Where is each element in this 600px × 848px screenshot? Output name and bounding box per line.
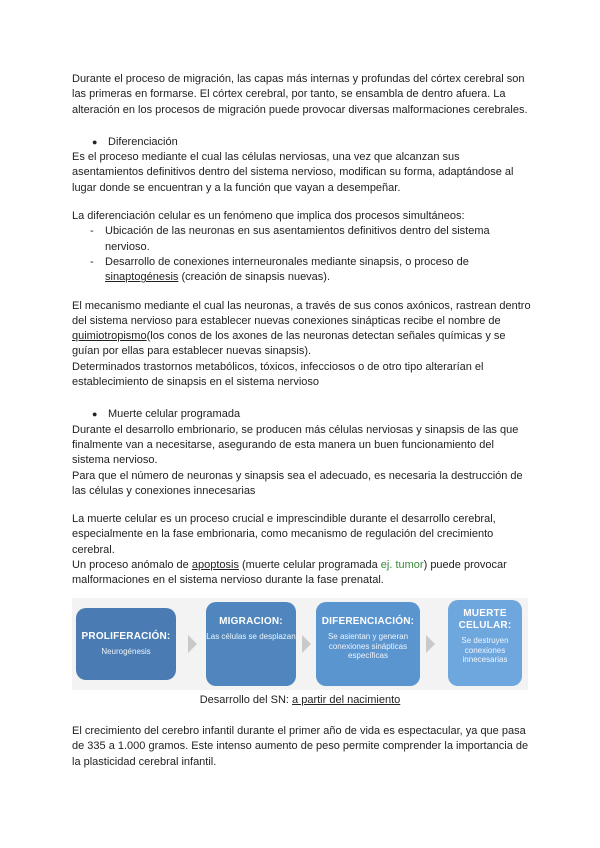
dash-list	[72, 224, 532, 285]
bullet-icon: ●	[92, 409, 98, 420]
stage-title: PROLIFERACIÓN:	[81, 631, 171, 643]
paragraph-dos-procesos: La diferenciación celular es un fenómeno que implica dos procesos simultáneos:	[72, 210, 465, 223]
stage-subtitle: Las células se desplazan	[206, 632, 296, 641]
diagram-caption: Desarrollo del SN: a partir del nacimiento	[199, 694, 401, 706]
example-tumor: ej. tumor	[380, 559, 424, 572]
paragraph-crecimiento: El crecimiento del cerebro infantil durante el primer año de vida es espectacular, ya que pasa de 335 a 1.000 gramos. Este intenso aumento de peso permite comprender la importancia de la plasticidad cerebral infantil.	[72, 725, 529, 768]
paragraph-migration: Durante el proceso de migración, las capas más internas y profundas del córtex cerebral son las primeras en formarse. El córtex cerebral, por tanto, se ensambla de dentro afuera. La alteración en los procesos de migración puede provocar diversas malformaciones cerebrales.	[72, 73, 528, 116]
bullet-label: Diferenciación	[108, 135, 178, 148]
sn-development-diagram	[72, 598, 528, 690]
term-quimiotropismo: quimiotropismo	[72, 330, 147, 343]
stage-subtitle: Se destruyen conexiones innecesarias	[461, 636, 509, 664]
paragraph-destruccion: Para que el número de neuronas y sinapsis sea el adecuado, es necesaria la destrucción de las células y conexiones innecesarias	[72, 469, 523, 497]
arrow-right-icon	[426, 635, 435, 653]
arrow-right-icon	[302, 635, 311, 653]
stage-title: DIFERENCIACIÓN:	[321, 616, 415, 627]
paragraph-apoptosis: Un proceso anómalo de apoptosis (muerte celular programada ej. tumor) puede provocar malformaciones en el sistema nervioso durante la fase prenatal.	[72, 559, 507, 587]
paragraph-desarrollo-embrionario: Durante el desarrollo embrionario, se producen más células nerviosas y sinapsis de las que finalmente van a necesitarse, asegurando de esta manera un buen funcionamiento del sistema nervioso.	[72, 423, 519, 467]
caption-underlined: a partir del nacimiento	[292, 694, 401, 706]
bullet-icon: ●	[92, 136, 98, 147]
paragraph-diferenciacion-def: Es el proceso mediante el cual las células nerviosas, una vez que alcanzan sus asentamientos definitivos dentro del sistema nervioso, modifican su forma, adaptándose al lugar donde se encuentran y a la función que vayan a desempeñar.	[72, 151, 514, 194]
stage-proliferacion	[76, 608, 176, 680]
stage-subtitle: Neurogénesis	[101, 647, 151, 657]
stage-muerte-celular	[448, 600, 522, 686]
arrow-right-icon	[188, 635, 197, 653]
stage-title: MUERTE CELULAR:	[458, 608, 512, 631]
term-sinaptogenesis: sinaptogénesis	[105, 271, 179, 284]
term-apoptosis: apoptosis	[191, 559, 239, 572]
stage-migracion	[206, 602, 296, 686]
list-item: - Desarrollo de conexiones interneuronales mediante sinapsis, o proceso de sinaptogénesis (creación de sinapsis nuevas).	[72, 255, 532, 286]
bullet-label: Muerte celular programada	[108, 408, 241, 421]
bullet-muerte-celular	[72, 407, 532, 422]
list-item: - Ubicación de las neuronas en sus asentamientos definitivos dentro del sistema nervioso.	[72, 224, 532, 255]
paragraph-trastornos: Determinados trastornos metabólicos, tóxicos, infecciosos o de otro tipo alterarían el establecimiento de sinapsis en el sistema nervioso	[72, 360, 484, 389]
paragraph-quimiotropismo: El mecanismo mediante el cual las neuronas, a través de sus conos axónicos, rastrean dentro del sistema nervioso para establecer nuevas conexiones sinápticas recibe el nombre de quimiotropismo(los conos de los axones de las neuronas detectan señales químicas y se guían por ellas para establecer nuevas sinapsis).	[72, 299, 531, 358]
stage-diferenciacion	[316, 602, 420, 686]
stage-subtitle: Se asientan y generan conexiones sinápticas específicas	[327, 632, 409, 660]
document-body-continued	[72, 724, 532, 770]
document-body	[72, 72, 532, 589]
list-item-text: Desarrollo de conexiones interneuronales mediante sinapsis, o proceso de sinaptogénesis (creación de sinapsis nuevas).	[105, 255, 469, 284]
stage-title: MIGRACION:	[219, 616, 283, 627]
paragraph-muerte-celular: La muerte celular es un proceso crucial e imprescindible durante el desarrollo cerebral, especialmente en la fase embrionaria, como mecanismo de regulación del crecimiento cerebral.	[72, 513, 496, 556]
bullet-diferenciacion	[72, 135, 532, 150]
list-item-text: Ubicación de las neuronas en sus asentamientos definitivos dentro del sistema nervioso.	[105, 225, 490, 253]
